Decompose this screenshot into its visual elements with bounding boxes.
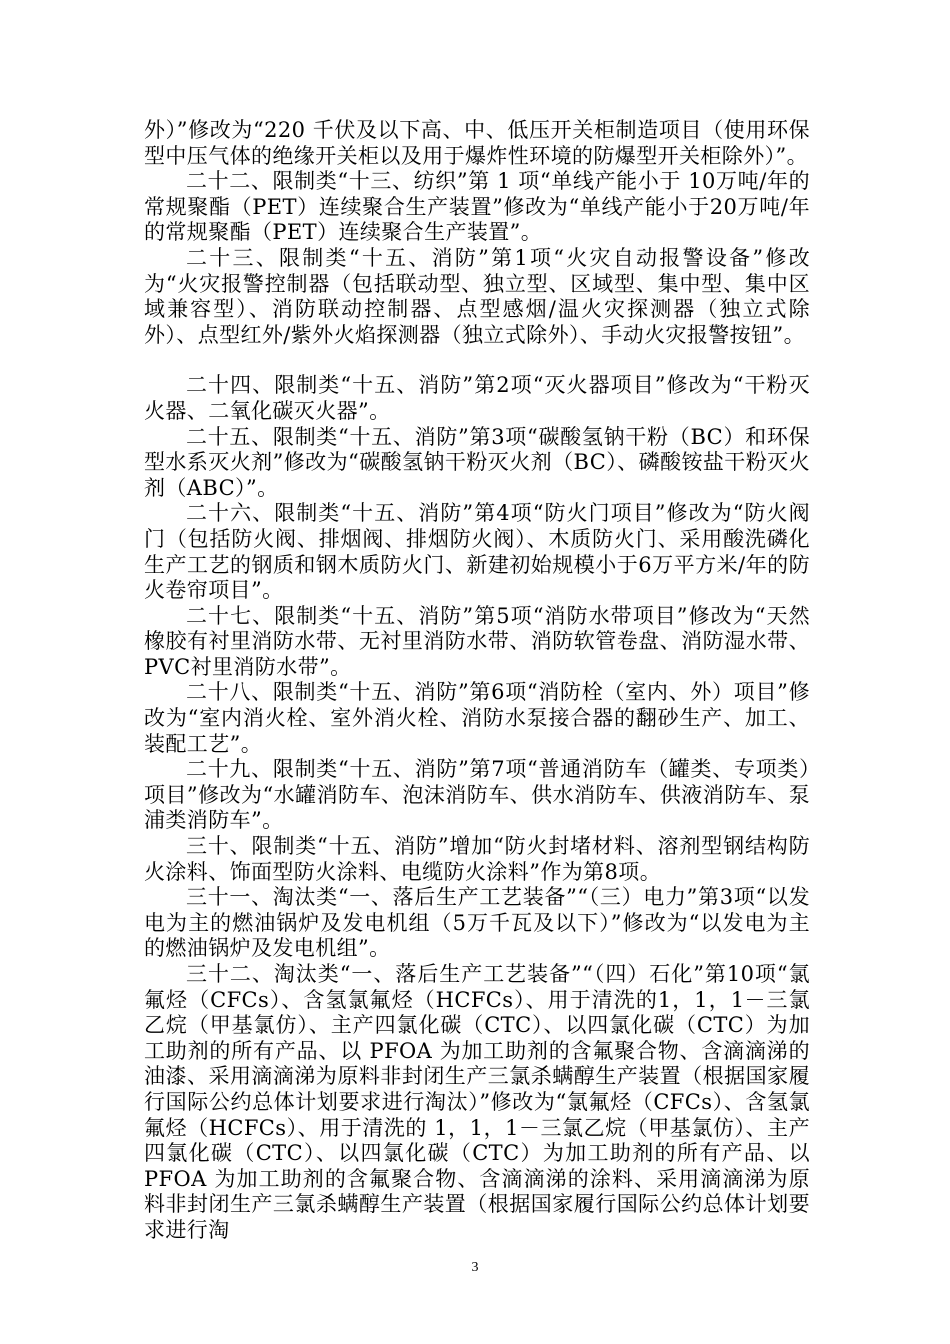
paragraph-item-24: 二十四、限制类“十五、消防”第2项“灭火器项目”修改为“干粉灭火器、二氧化碳灭火器”。 [144, 373, 810, 423]
paragraph-item-26: 二十六、限制类“十五、消防”第4项“防火门项目”修改为“防火阀门（包括防火阀、排烟阀、排烟防火阀）、木质防火门、采用酸洗磷化生产工艺的钢质和钢木质防火门、新建初始规模小于6万平方米/年的防火卷帘项目”。 [144, 501, 810, 603]
paragraph-item-29: 二十九、限制类“十五、消防”第7项“普通消防车（罐类、专项类）项目”修改为“水罐消防车、泡沫消防车、供水消防车、供液消防车、泵浦类消防车”。 [144, 757, 810, 833]
paragraph-spacer [144, 348, 810, 373]
paragraph-item-32: 三十二、淘汰类“一、落后生产工艺装备”“（四）石化”第10项“氯氟烃（CFCs）、含氢氯氟烃（HCFCs）、用于清洗的1，1，1－三氯乙烷（甲基氯仿）、主产四氯化碳（CTC）、以四氯化碳（CTC）为加工助剂的所有产品、以 PFOA 为加工助剂的含氟聚合物、含滴滴涕的油漆、采用滴滴涕为原料非封闭生产三氯杀螨醇生产装置（根据国家履行国际公约总体计划要求进行淘汰）”修改为“氯氟烃（CFCs）、含氢氯氟烃（HCFCs）、用于清洗的 1，1，1－三氯乙烷（甲基氯仿）、主产四氯化碳（CTC）、以四氯化碳（CTC）为加工助剂的所有产品、以 PFOA 为加工助剂的含氟聚合物、含滴滴涕的涂料、采用滴滴涕为原料非封闭生产三氯杀螨醇生产装置（根据国家履行国际公约总体计划要求进行淘 [144, 962, 810, 1242]
page-number: 3 [471, 1260, 479, 1275]
paragraph-continuation: 外）”修改为“220 千伏及以下高、中、低压开关柜制造项目（使用环保型中压气体的绝缘开关柜以及用于爆炸性环境的防爆型开关柜除外）”。 [144, 118, 810, 168]
paragraph-item-27: 二十七、限制类“十五、消防”第5项“消防水带项目”修改为“天然橡胶有衬里消防水带、无衬里消防水带、消防软管卷盘、消防湿水带、PVC衬里消防水带”。 [144, 603, 810, 679]
paragraph-item-30: 三十、限制类“十五、消防”增加“防火封堵材料、溶剂型钢结构防火涂料、饰面型防火涂料、电缆防火涂料”作为第8项。 [144, 834, 810, 884]
paragraph-item-22: 二十二、限制类“十三、纺织”第 1 项“单线产能小于 10万吨/年的常规聚酯（PET）连续聚合生产装置”修改为“单线产能小于20万吨/年的常规聚酯（PET）连续聚合生产装置”。 [144, 169, 810, 245]
paragraph-item-31: 三十一、淘汰类“一、落后生产工艺装备”“（三）电力”第3项“以发电为主的燃油锅炉及发电机组（5万千瓦及以下）”修改为“以发电为主的燃油锅炉及发电机组”。 [144, 885, 810, 961]
paragraph-item-25: 二十五、限制类“十五、消防”第3项“碳酸氢钠干粉（BC）和环保型水系灭火剂”修改为“碳酸氢钠干粉灭火剂（BC）、磷酸铵盐干粉灭火剂（ABC）”。 [144, 424, 810, 500]
paragraph-item-23: 二十三、限制类“十五、消防”第1项“火灾自动报警设备”修改为“火灾报警控制器（包括联动型、独立型、区域型、集中型、集中区域兼容型）、消防联动控制器、点型感烟/温火灾探测器（独立式除外）、点型红外/紫外火焰探测器（独立式除外）、手动火灾报警按钮”。 [144, 245, 810, 347]
paragraph-item-28: 二十八、限制类“十五、消防”第6项“消防栓（室内、外）项目”修改为“室内消火栓、室外消火栓、消防水泵接合器的翻砂生产、加工、装配工艺”。 [144, 680, 810, 756]
